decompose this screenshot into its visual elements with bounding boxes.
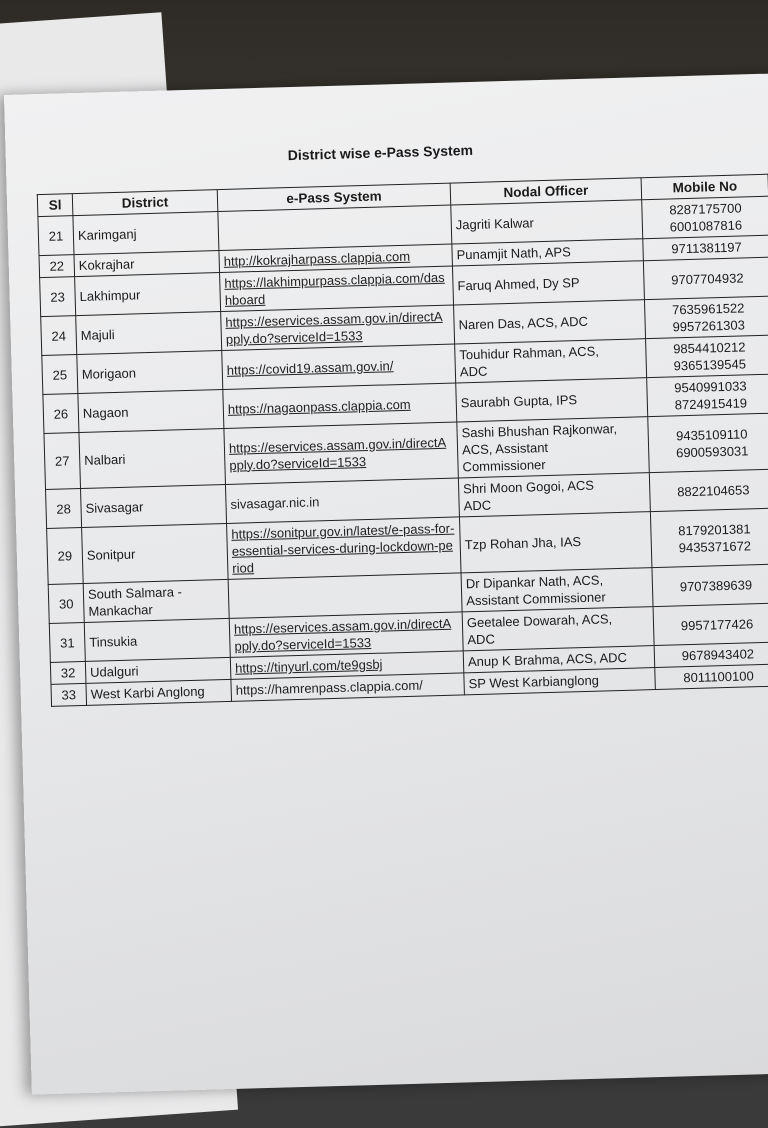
cell-district: South Salmara - Mankachar	[83, 579, 229, 622]
epass-link[interactable]: https://sonitpur.gov.in/latest/e-pass-for-essential-services-during-lockdown-period	[231, 520, 455, 576]
cell-epass-link	[222, 344, 456, 389]
cell-district: Majuli	[76, 312, 222, 355]
cell-sl: 28	[46, 489, 82, 529]
officer-line: Naren Das, ACS, ADC	[458, 313, 589, 332]
cell-district: Morigaon	[77, 351, 223, 394]
mobile-number: 8724915419	[674, 395, 748, 413]
mobile-number: 9707389639	[679, 576, 753, 594]
cell-sl: 23	[40, 277, 76, 317]
cell-mobile	[649, 469, 768, 512]
cell-sl: 33	[51, 683, 87, 706]
cell-sl: 24	[41, 316, 77, 356]
cell-epass-link	[229, 612, 463, 657]
cell-epass-link	[221, 305, 455, 350]
cell-district: Lakhimpur	[75, 273, 221, 316]
mobile-number: 9707704932	[671, 269, 744, 287]
cell-officer	[456, 378, 648, 422]
cell-epass-link	[228, 573, 462, 618]
cell-district: Udalguri	[85, 657, 231, 683]
cell-mobile	[643, 257, 768, 300]
cell-epass-link	[227, 517, 461, 579]
cell-epass-link	[224, 422, 458, 484]
cell-mobile	[653, 603, 768, 646]
officer-line: Jagriti Kalwar	[455, 214, 535, 232]
epass-link[interactable]: https://tinyurl.com/te9gsbj	[234, 656, 383, 676]
cell-mobile	[652, 564, 768, 607]
cell-mobile	[648, 413, 768, 473]
epass-link[interactable]: http://kokrajharpass.clappia.com	[223, 248, 411, 269]
cell-sl: 31	[49, 622, 85, 662]
mobile-number: 6001087816	[669, 217, 743, 235]
mobile-number: 8822104653	[676, 481, 750, 499]
cell-sl: 30	[48, 583, 84, 623]
cell-district: Tinsukia	[84, 618, 230, 661]
cell-officer	[464, 668, 656, 695]
mobile-number: 9365139545	[673, 356, 747, 374]
cell-mobile	[642, 196, 768, 239]
mobile-number: 8287175700	[669, 200, 742, 218]
cell-sl: 21	[38, 216, 74, 256]
cell-district: Sivasagar	[81, 484, 227, 527]
mobile-number: 9711381197	[671, 239, 742, 257]
mobile-number: 7635961522	[671, 300, 745, 318]
mobile-number: 9957177426	[680, 615, 754, 633]
header-sl: Sl	[37, 194, 73, 217]
officer-line: ACS, Assistant	[461, 439, 549, 458]
mobile-number: 6900593031	[675, 442, 749, 460]
officer-line: Sashi Bhushan Rajkonwar,	[461, 421, 618, 441]
cell-mobile	[647, 374, 768, 417]
cell-officer	[455, 339, 647, 383]
epass-link[interactable]: https://lakhimpurpass.clappia.com/dashboard	[224, 269, 445, 308]
mobile-number: 8179201381	[678, 520, 751, 538]
header-epass: e-Pass System	[217, 183, 451, 211]
officer-line: ADC	[463, 497, 492, 514]
document-page	[4, 73, 768, 1095]
epass-table	[37, 174, 768, 707]
cell-officer	[461, 568, 653, 612]
mobile-number: 8011100100	[683, 668, 754, 686]
cell-officer	[459, 512, 651, 573]
cell-district: Nalbari	[79, 428, 226, 488]
officer-line: Tzp Rohan Jha, IAS	[464, 534, 582, 553]
cell-epass-link	[218, 205, 452, 250]
officer-line: Anup K Brahma, ACS, ADC	[467, 649, 628, 670]
cell-district: Karimganj	[73, 212, 219, 255]
epass-link[interactable]: sivasagar.nic.in	[230, 493, 320, 512]
cell-mobile	[644, 296, 768, 339]
header-district: District	[72, 190, 218, 216]
cell-officer	[451, 200, 643, 244]
cell-sl: 25	[42, 355, 78, 395]
officer-line: Shri Moon Gogoi, ACS	[462, 477, 595, 497]
document-title: District wise e-Pass System	[287, 141, 474, 164]
mobile-number: 9957261303	[672, 317, 746, 335]
mobile-number: 9678943402	[681, 646, 755, 664]
officer-line: Punamjit Nath, APS	[456, 244, 571, 263]
cell-officer	[457, 417, 649, 478]
cell-district: Sonitpur	[82, 523, 229, 583]
cell-epass-link	[225, 478, 459, 523]
officer-line: Touhidur Rahman, ACS,	[459, 343, 600, 363]
officer-line: Commissioner	[462, 457, 546, 475]
officer-line: Assistant Commissioner	[466, 589, 606, 609]
officer-line: ADC	[459, 363, 488, 380]
mobile-number: 9854410212	[672, 339, 746, 357]
officer-line: ADC	[467, 631, 496, 648]
cell-district: Kokrajhar	[74, 251, 220, 277]
cell-mobile	[650, 508, 768, 568]
officer-line: Dr Dipankar Nath, ACS,	[465, 572, 604, 592]
officer-line: Saurabh Gupta, IPS	[460, 391, 578, 410]
mobile-number: 9540991033	[674, 378, 747, 396]
officer-line: Faruq Ahmed, Dy SP	[457, 274, 580, 293]
officer-line: SP West Karbianglong	[468, 672, 600, 692]
cell-epass-link	[223, 383, 457, 428]
header-mobile: Mobile No	[641, 174, 768, 200]
cell-officer	[452, 261, 644, 305]
header-officer: Nodal Officer	[450, 178, 642, 205]
cell-mobile	[646, 335, 768, 378]
epass-link[interactable]: https://eservices.assam.gov.in/directApply.do?serviceId=1533	[233, 615, 452, 654]
mobile-number: 9435109110	[675, 425, 748, 443]
cell-sl: 32	[50, 661, 86, 684]
cell-sl: 26	[43, 394, 79, 434]
cell-sl: 22	[39, 255, 75, 278]
cell-sl: 29	[47, 528, 84, 585]
epass-link[interactable]: https://covid19.assam.gov.in/	[226, 357, 394, 378]
cell-officer	[462, 607, 654, 651]
cell-district: Nagaon	[78, 390, 224, 433]
epass-link[interactable]: https://hamrenpass.clappia.com/	[235, 677, 424, 698]
cell-district: West Karbi Anglong	[86, 679, 232, 705]
epass-link[interactable]: https://nagaonpass.clappia.com	[227, 396, 411, 417]
cell-officer	[454, 300, 646, 344]
cell-mobile	[654, 642, 768, 668]
cell-epass-link	[220, 266, 454, 311]
officer-line: Geetalee Dowarah, ACS,	[466, 611, 613, 631]
cell-mobile	[655, 664, 768, 690]
epass-link[interactable]: https://eservices.assam.gov.in/directApply.do?serviceId=1533	[228, 434, 447, 473]
mobile-number: 9435371672	[678, 537, 752, 555]
cell-sl: 27	[44, 433, 81, 490]
epass-link[interactable]: https://eservices.assam.gov.in/directApply.do?serviceId=1533	[225, 308, 443, 347]
cell-officer	[458, 473, 650, 517]
